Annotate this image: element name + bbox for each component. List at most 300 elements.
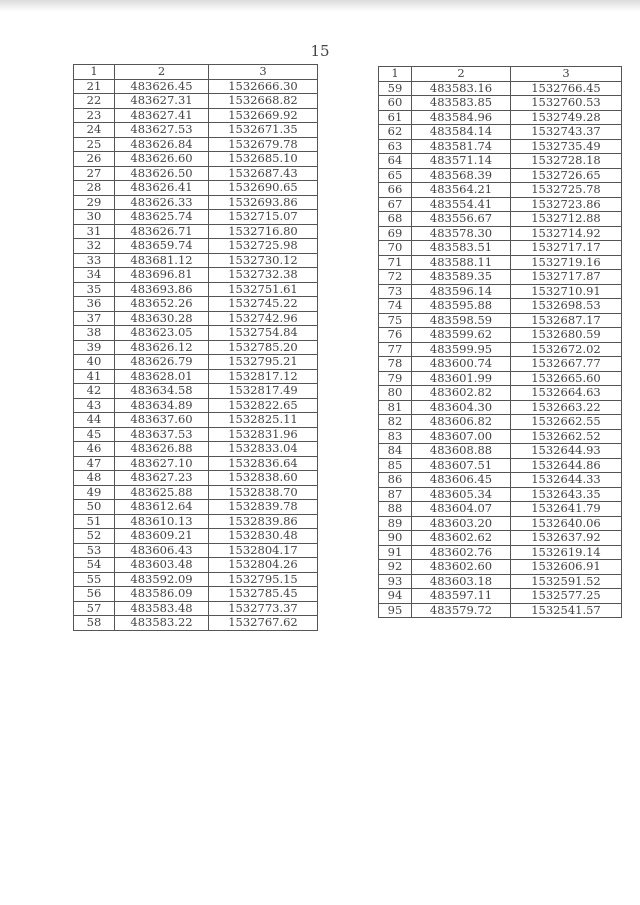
x-coordinate-cell: 483599.62 (412, 328, 511, 343)
table-row (379, 183, 622, 198)
y-coordinate-cell: 1532838.70 (209, 485, 318, 500)
x-coordinate-cell: 483596.14 (412, 284, 511, 299)
point-number-cell: 27 (74, 166, 115, 181)
x-coordinate-cell: 483604.07 (412, 502, 511, 517)
y-coordinate-cell: 1532687.43 (209, 166, 318, 181)
point-number-cell: 31 (74, 224, 115, 239)
point-number-cell: 66 (379, 183, 412, 198)
table-row (74, 108, 318, 123)
table-row (74, 253, 318, 268)
x-coordinate-cell: 483556.67 (412, 212, 511, 227)
point-number-cell: 53 (74, 543, 115, 558)
y-coordinate-cell: 1532838.60 (209, 471, 318, 486)
column-header: 2 (115, 65, 209, 80)
point-number-cell: 35 (74, 282, 115, 297)
x-coordinate-cell: 483606.43 (115, 543, 209, 558)
column-header: 3 (209, 65, 318, 80)
x-coordinate-cell: 483583.48 (115, 601, 209, 616)
x-coordinate-cell: 483583.16 (412, 81, 511, 96)
point-number-cell: 41 (74, 369, 115, 384)
point-number-cell: 30 (74, 210, 115, 225)
table-row (379, 444, 622, 459)
point-number-cell: 60 (379, 96, 412, 111)
x-coordinate-cell: 483634.58 (115, 384, 209, 399)
point-number-cell: 75 (379, 313, 412, 328)
point-number-cell: 39 (74, 340, 115, 355)
y-coordinate-cell: 1532710.91 (511, 284, 622, 299)
y-coordinate-cell: 1532644.93 (511, 444, 622, 459)
x-coordinate-cell: 483626.71 (115, 224, 209, 239)
y-coordinate-cell: 1532830.48 (209, 529, 318, 544)
table-row (379, 516, 622, 531)
x-coordinate-cell: 483599.95 (412, 342, 511, 357)
table-row (379, 589, 622, 604)
y-coordinate-cell: 1532666.30 (209, 79, 318, 94)
point-number-cell: 58 (74, 616, 115, 631)
y-coordinate-cell: 1532836.64 (209, 456, 318, 471)
y-coordinate-cell: 1532785.45 (209, 587, 318, 602)
point-number-cell: 65 (379, 168, 412, 183)
x-coordinate-cell: 483608.88 (412, 444, 511, 459)
scan-top-shadow (0, 0, 640, 12)
point-number-cell: 68 (379, 212, 412, 227)
y-coordinate-cell: 1532667.77 (511, 357, 622, 372)
point-number-cell: 34 (74, 268, 115, 283)
x-coordinate-cell: 483652.26 (115, 297, 209, 312)
x-coordinate-cell: 483626.84 (115, 137, 209, 152)
x-coordinate-cell: 483588.11 (412, 255, 511, 270)
y-coordinate-cell: 1532714.92 (511, 226, 622, 241)
x-coordinate-cell: 483696.81 (115, 268, 209, 283)
table-row (74, 442, 318, 457)
y-coordinate-cell: 1532685.10 (209, 152, 318, 167)
x-coordinate-cell: 483628.01 (115, 369, 209, 384)
x-coordinate-cell: 483581.74 (412, 139, 511, 154)
point-number-cell: 79 (379, 371, 412, 386)
x-coordinate-cell: 483598.59 (412, 313, 511, 328)
y-coordinate-cell: 1532712.88 (511, 212, 622, 227)
x-coordinate-cell: 483583.51 (412, 241, 511, 256)
x-coordinate-cell: 483626.33 (115, 195, 209, 210)
point-number-cell: 87 (379, 487, 412, 502)
point-number-cell: 23 (74, 108, 115, 123)
x-coordinate-cell: 483568.39 (412, 168, 511, 183)
point-number-cell: 88 (379, 502, 412, 517)
y-coordinate-cell: 1532693.86 (209, 195, 318, 210)
table-row (379, 357, 622, 372)
point-number-cell: 54 (74, 558, 115, 573)
y-coordinate-cell: 1532735.49 (511, 139, 622, 154)
x-coordinate-cell: 483627.31 (115, 94, 209, 109)
table-row (74, 326, 318, 341)
point-number-cell: 76 (379, 328, 412, 343)
point-number-cell: 71 (379, 255, 412, 270)
table-row (74, 137, 318, 152)
point-number-cell: 69 (379, 226, 412, 241)
y-coordinate-cell: 1532606.91 (511, 560, 622, 575)
table-row (74, 224, 318, 239)
point-number-cell: 59 (379, 81, 412, 96)
y-coordinate-cell: 1532717.87 (511, 270, 622, 285)
point-number-cell: 63 (379, 139, 412, 154)
table-row (379, 400, 622, 415)
table-row (74, 601, 318, 616)
point-number-cell: 26 (74, 152, 115, 167)
table-row (74, 471, 318, 486)
point-number-cell: 21 (74, 79, 115, 94)
y-coordinate-cell: 1532730.12 (209, 253, 318, 268)
y-coordinate-cell: 1532822.65 (209, 398, 318, 413)
y-coordinate-cell: 1532817.49 (209, 384, 318, 399)
table-row (379, 502, 622, 517)
y-coordinate-cell: 1532795.21 (209, 355, 318, 370)
x-coordinate-cell: 483626.79 (115, 355, 209, 370)
point-number-cell: 73 (379, 284, 412, 299)
table-row (379, 125, 622, 140)
x-coordinate-cell: 483583.22 (115, 616, 209, 631)
point-number-cell: 42 (74, 384, 115, 399)
y-coordinate-cell: 1532839.86 (209, 514, 318, 529)
x-coordinate-cell: 483626.12 (115, 340, 209, 355)
x-coordinate-cell: 483627.23 (115, 471, 209, 486)
y-coordinate-cell: 1532687.17 (511, 313, 622, 328)
y-coordinate-cell: 1532669.92 (209, 108, 318, 123)
y-coordinate-cell: 1532719.16 (511, 255, 622, 270)
x-coordinate-cell: 483693.86 (115, 282, 209, 297)
x-coordinate-cell: 483554.41 (412, 197, 511, 212)
point-number-cell: 74 (379, 299, 412, 314)
x-coordinate-cell: 483612.64 (115, 500, 209, 515)
y-coordinate-cell: 1532833.04 (209, 442, 318, 457)
x-coordinate-cell: 483626.88 (115, 442, 209, 457)
point-number-cell: 51 (74, 514, 115, 529)
page-number: 15 (310, 42, 330, 60)
y-coordinate-cell: 1532785.20 (209, 340, 318, 355)
table-row (379, 560, 622, 575)
y-coordinate-cell: 1532831.96 (209, 427, 318, 442)
x-coordinate-cell: 483681.12 (115, 253, 209, 268)
point-number-cell: 44 (74, 413, 115, 428)
point-number-cell: 81 (379, 400, 412, 415)
table-row (74, 195, 318, 210)
x-coordinate-cell: 483625.88 (115, 485, 209, 500)
point-number-cell: 82 (379, 415, 412, 430)
x-coordinate-cell: 483584.96 (412, 110, 511, 125)
x-coordinate-cell: 483602.60 (412, 560, 511, 575)
y-coordinate-cell: 1532817.12 (209, 369, 318, 384)
point-number-cell: 83 (379, 429, 412, 444)
y-coordinate-cell: 1532641.79 (511, 502, 622, 517)
table-row (74, 166, 318, 181)
y-coordinate-cell: 1532726.65 (511, 168, 622, 183)
table-row (74, 427, 318, 442)
y-coordinate-cell: 1532732.38 (209, 268, 318, 283)
x-coordinate-cell: 483623.05 (115, 326, 209, 341)
table-row (74, 514, 318, 529)
table-row (74, 384, 318, 399)
y-coordinate-cell: 1532743.37 (511, 125, 622, 140)
y-coordinate-cell: 1532577.25 (511, 589, 622, 604)
table-row (74, 456, 318, 471)
point-number-cell: 40 (74, 355, 115, 370)
y-coordinate-cell: 1532672.02 (511, 342, 622, 357)
table-row (74, 123, 318, 138)
y-coordinate-cell: 1532680.59 (511, 328, 622, 343)
table-row (74, 181, 318, 196)
table-row (74, 398, 318, 413)
y-coordinate-cell: 1532795.15 (209, 572, 318, 587)
point-number-cell: 25 (74, 137, 115, 152)
point-number-cell: 56 (74, 587, 115, 602)
table-header-row (379, 67, 622, 82)
table-row (74, 268, 318, 283)
point-number-cell: 32 (74, 239, 115, 254)
y-coordinate-cell: 1532665.60 (511, 371, 622, 386)
table-row (74, 413, 318, 428)
table-row (379, 458, 622, 473)
y-coordinate-cell: 1532662.52 (511, 429, 622, 444)
y-coordinate-cell: 1532725.98 (209, 239, 318, 254)
point-number-cell: 90 (379, 531, 412, 546)
y-coordinate-cell: 1532591.52 (511, 574, 622, 589)
x-coordinate-cell: 483634.89 (115, 398, 209, 413)
table-row (379, 603, 622, 618)
x-coordinate-cell: 483571.14 (412, 154, 511, 169)
y-coordinate-cell: 1532690.65 (209, 181, 318, 196)
table-row (379, 168, 622, 183)
y-coordinate-cell: 1532717.17 (511, 241, 622, 256)
point-number-cell: 28 (74, 181, 115, 196)
y-coordinate-cell: 1532742.96 (209, 311, 318, 326)
x-coordinate-cell: 483603.20 (412, 516, 511, 531)
y-coordinate-cell: 1532668.82 (209, 94, 318, 109)
x-coordinate-cell: 483630.28 (115, 311, 209, 326)
x-coordinate-cell: 483592.09 (115, 572, 209, 587)
table-row (379, 154, 622, 169)
table-row (74, 543, 318, 558)
table-row (379, 81, 622, 96)
y-coordinate-cell: 1532640.06 (511, 516, 622, 531)
x-coordinate-cell: 483604.30 (412, 400, 511, 415)
table-row (74, 210, 318, 225)
x-coordinate-cell: 483606.82 (412, 415, 511, 430)
y-coordinate-cell: 1532723.86 (511, 197, 622, 212)
point-number-cell: 55 (74, 572, 115, 587)
y-coordinate-cell: 1532767.62 (209, 616, 318, 631)
x-coordinate-cell: 483602.62 (412, 531, 511, 546)
point-number-cell: 91 (379, 545, 412, 560)
table-row (74, 500, 318, 515)
table-row (74, 616, 318, 631)
table-row (379, 328, 622, 343)
y-coordinate-cell: 1532619.14 (511, 545, 622, 560)
point-number-cell: 24 (74, 123, 115, 138)
table-row (379, 371, 622, 386)
table-row (379, 226, 622, 241)
table-row (74, 529, 318, 544)
column-header: 1 (379, 67, 412, 82)
point-number-cell: 52 (74, 529, 115, 544)
point-number-cell: 22 (74, 94, 115, 109)
table-row (379, 342, 622, 357)
table-row (74, 297, 318, 312)
point-number-cell: 85 (379, 458, 412, 473)
x-coordinate-cell: 483626.45 (115, 79, 209, 94)
coordinates-table-right (378, 66, 622, 618)
x-coordinate-cell: 483597.11 (412, 589, 511, 604)
x-coordinate-cell: 483609.21 (115, 529, 209, 544)
table-row (379, 212, 622, 227)
table-row (379, 473, 622, 488)
table-row (379, 110, 622, 125)
table-row (379, 255, 622, 270)
table-row (379, 531, 622, 546)
x-coordinate-cell: 483602.76 (412, 545, 511, 560)
table-row (379, 415, 622, 430)
x-coordinate-cell: 483564.21 (412, 183, 511, 198)
point-number-cell: 80 (379, 386, 412, 401)
y-coordinate-cell: 1532751.61 (209, 282, 318, 297)
point-number-cell: 48 (74, 471, 115, 486)
table-row (379, 545, 622, 560)
y-coordinate-cell: 1532825.11 (209, 413, 318, 428)
y-coordinate-cell: 1532839.78 (209, 500, 318, 515)
table-row (74, 282, 318, 297)
x-coordinate-cell: 483602.82 (412, 386, 511, 401)
x-coordinate-cell: 483606.45 (412, 473, 511, 488)
y-coordinate-cell: 1532644.33 (511, 473, 622, 488)
point-number-cell: 77 (379, 342, 412, 357)
table-header-row (74, 65, 318, 80)
table-row (379, 386, 622, 401)
table-row (74, 94, 318, 109)
x-coordinate-cell: 483586.09 (115, 587, 209, 602)
y-coordinate-cell: 1532662.55 (511, 415, 622, 430)
y-coordinate-cell: 1532766.45 (511, 81, 622, 96)
y-coordinate-cell: 1532804.26 (209, 558, 318, 573)
x-coordinate-cell: 483627.53 (115, 123, 209, 138)
table-row (379, 487, 622, 502)
table-row (379, 270, 622, 285)
y-coordinate-cell: 1532541.57 (511, 603, 622, 618)
point-number-cell: 57 (74, 601, 115, 616)
y-coordinate-cell: 1532725.78 (511, 183, 622, 198)
x-coordinate-cell: 483627.41 (115, 108, 209, 123)
point-number-cell: 93 (379, 574, 412, 589)
point-number-cell: 72 (379, 270, 412, 285)
y-coordinate-cell: 1532643.35 (511, 487, 622, 502)
point-number-cell: 29 (74, 195, 115, 210)
table-row (74, 340, 318, 355)
y-coordinate-cell: 1532637.92 (511, 531, 622, 546)
x-coordinate-cell: 483584.14 (412, 125, 511, 140)
x-coordinate-cell: 483601.99 (412, 371, 511, 386)
point-number-cell: 45 (74, 427, 115, 442)
x-coordinate-cell: 483626.60 (115, 152, 209, 167)
table-row (379, 241, 622, 256)
table-row (74, 79, 318, 94)
table-row (379, 299, 622, 314)
point-number-cell: 49 (74, 485, 115, 500)
point-number-cell: 50 (74, 500, 115, 515)
column-header: 2 (412, 67, 511, 82)
x-coordinate-cell: 483605.34 (412, 487, 511, 502)
x-coordinate-cell: 483626.41 (115, 181, 209, 196)
y-coordinate-cell: 1532664.63 (511, 386, 622, 401)
table-row (74, 485, 318, 500)
y-coordinate-cell: 1532745.22 (209, 297, 318, 312)
x-coordinate-cell: 483637.60 (115, 413, 209, 428)
y-coordinate-cell: 1532716.80 (209, 224, 318, 239)
point-number-cell: 46 (74, 442, 115, 457)
x-coordinate-cell: 483603.18 (412, 574, 511, 589)
point-number-cell: 37 (74, 311, 115, 326)
y-coordinate-cell: 1532644.86 (511, 458, 622, 473)
y-coordinate-cell: 1532698.53 (511, 299, 622, 314)
y-coordinate-cell: 1532671.35 (209, 123, 318, 138)
point-number-cell: 89 (379, 516, 412, 531)
point-number-cell: 78 (379, 357, 412, 372)
table-row (74, 239, 318, 254)
coordinates-table-left (73, 64, 318, 631)
table-row (74, 311, 318, 326)
y-coordinate-cell: 1532749.28 (511, 110, 622, 125)
x-coordinate-cell: 483607.00 (412, 429, 511, 444)
x-coordinate-cell: 483595.88 (412, 299, 511, 314)
point-number-cell: 67 (379, 197, 412, 212)
point-number-cell: 86 (379, 473, 412, 488)
table-row (379, 313, 622, 328)
table-row (379, 96, 622, 111)
point-number-cell: 70 (379, 241, 412, 256)
x-coordinate-cell: 483637.53 (115, 427, 209, 442)
y-coordinate-cell: 1532728.18 (511, 154, 622, 169)
y-coordinate-cell: 1532754.84 (209, 326, 318, 341)
y-coordinate-cell: 1532760.53 (511, 96, 622, 111)
table-row (74, 369, 318, 384)
table-row (74, 587, 318, 602)
table-row (74, 572, 318, 587)
point-number-cell: 47 (74, 456, 115, 471)
y-coordinate-cell: 1532804.17 (209, 543, 318, 558)
point-number-cell: 38 (74, 326, 115, 341)
x-coordinate-cell: 483607.51 (412, 458, 511, 473)
x-coordinate-cell: 483659.74 (115, 239, 209, 254)
x-coordinate-cell: 483583.85 (412, 96, 511, 111)
table-row (379, 284, 622, 299)
table-row (379, 429, 622, 444)
column-header: 3 (511, 67, 622, 82)
x-coordinate-cell: 483626.50 (115, 166, 209, 181)
y-coordinate-cell: 1532679.78 (209, 137, 318, 152)
x-coordinate-cell: 483610.13 (115, 514, 209, 529)
x-coordinate-cell: 483589.35 (412, 270, 511, 285)
point-number-cell: 92 (379, 560, 412, 575)
table-row (379, 574, 622, 589)
point-number-cell: 61 (379, 110, 412, 125)
x-coordinate-cell: 483578.30 (412, 226, 511, 241)
table-row (74, 152, 318, 167)
table-row (379, 197, 622, 212)
y-coordinate-cell: 1532715.07 (209, 210, 318, 225)
point-number-cell: 43 (74, 398, 115, 413)
point-number-cell: 64 (379, 154, 412, 169)
y-coordinate-cell: 1532663.22 (511, 400, 622, 415)
y-coordinate-cell: 1532773.37 (209, 601, 318, 616)
table-row (74, 355, 318, 370)
point-number-cell: 94 (379, 589, 412, 604)
x-coordinate-cell: 483579.72 (412, 603, 511, 618)
